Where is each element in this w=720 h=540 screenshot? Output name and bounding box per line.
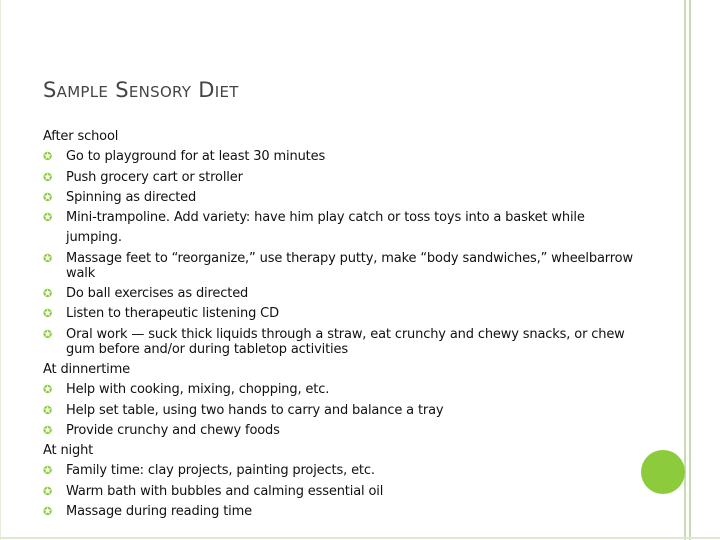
- bullet-list: [43, 380, 633, 441]
- bullet-star-icon: ✪: [43, 307, 53, 321]
- frame-right-line-inner: [689, 0, 691, 540]
- list-item-text: Massage feet to “reorganize,” use therapy putty, make “body sandwiches,” wheelbarrow walk: [66, 251, 633, 282]
- list-item-text: Push grocery cart or stroller: [66, 169, 243, 185]
- list-item: [43, 401, 633, 421]
- section-after-school: [43, 127, 633, 360]
- list-item: [43, 208, 633, 249]
- list-item: [43, 325, 633, 360]
- list-item: [43, 168, 633, 188]
- list-item-text: Spinning as directed: [66, 189, 197, 205]
- list-item: [43, 147, 633, 167]
- bullet-star-icon: ✪: [43, 403, 53, 417]
- frame-left-line: [0, 0, 1, 540]
- list-item-text: Mini-trampoline. Add variety: have him play catch or toss toys into a basket while jumping.: [66, 210, 585, 246]
- list-item-text: Go to playground for at least 30 minutes: [66, 149, 326, 165]
- section-heading: At dinnertime: [43, 361, 130, 377]
- bullet-star-icon: ✪: [43, 287, 53, 301]
- list-item: [43, 284, 633, 304]
- bullet-star-icon: ✪: [43, 484, 53, 498]
- bullet-list: [43, 461, 633, 522]
- list-item-text: Family time: clay projects, painting projects, etc.: [66, 463, 375, 479]
- list-item-text: Help with cooking, mixing, chopping, etc.: [66, 382, 330, 398]
- bullet-star-icon: ✪: [43, 252, 53, 266]
- list-item-text: Do ball exercises as directed: [66, 286, 249, 302]
- list-item: [43, 482, 633, 502]
- bullet-star-icon: ✪: [43, 211, 53, 225]
- list-item: [43, 502, 633, 522]
- list-item: [43, 249, 633, 284]
- bullet-star-icon: ✪: [43, 423, 53, 437]
- list-item-text: Help set table, using two hands to carry and balance a tray: [66, 402, 444, 418]
- list-item-text: Warm bath with bubbles and calming essential oil: [66, 483, 384, 499]
- section-at-night: [43, 441, 633, 522]
- section-at-dinnertime: [43, 360, 633, 441]
- frame-bottom-line: [0, 537, 720, 539]
- section-heading: After school: [43, 129, 119, 144]
- bullet-star-icon: ✪: [43, 190, 53, 204]
- list-item: [43, 461, 633, 481]
- bullet-star-icon: ✪: [43, 383, 53, 397]
- bullet-star-icon: ✪: [43, 505, 53, 519]
- bullet-star-icon: ✪: [43, 170, 53, 184]
- bullet-list: [43, 147, 633, 360]
- decorative-circle: [641, 450, 685, 494]
- bullet-star-icon: ✪: [43, 328, 53, 342]
- list-item-text: Oral work — suck thick liquids through a straw, eat crunchy and chewy snacks, or chew gum before and/or during tabletop activities: [66, 327, 625, 358]
- slide-content: [43, 127, 633, 522]
- list-item-text: Massage during reading time: [66, 504, 252, 520]
- list-item: [43, 188, 633, 208]
- list-item-text: Provide crunchy and chewy foods: [66, 422, 280, 438]
- section-heading: At night: [43, 443, 94, 459]
- list-item: [43, 421, 633, 441]
- list-item: [43, 380, 633, 400]
- list-item: [43, 304, 633, 324]
- slide-title: Sample Sensory Diet: [43, 78, 239, 102]
- bullet-star-icon: ✪: [43, 464, 53, 478]
- list-item-text: Listen to therapeutic listening CD: [66, 306, 279, 322]
- bullet-star-icon: ✪: [43, 150, 53, 164]
- frame-right-line: [684, 0, 686, 540]
